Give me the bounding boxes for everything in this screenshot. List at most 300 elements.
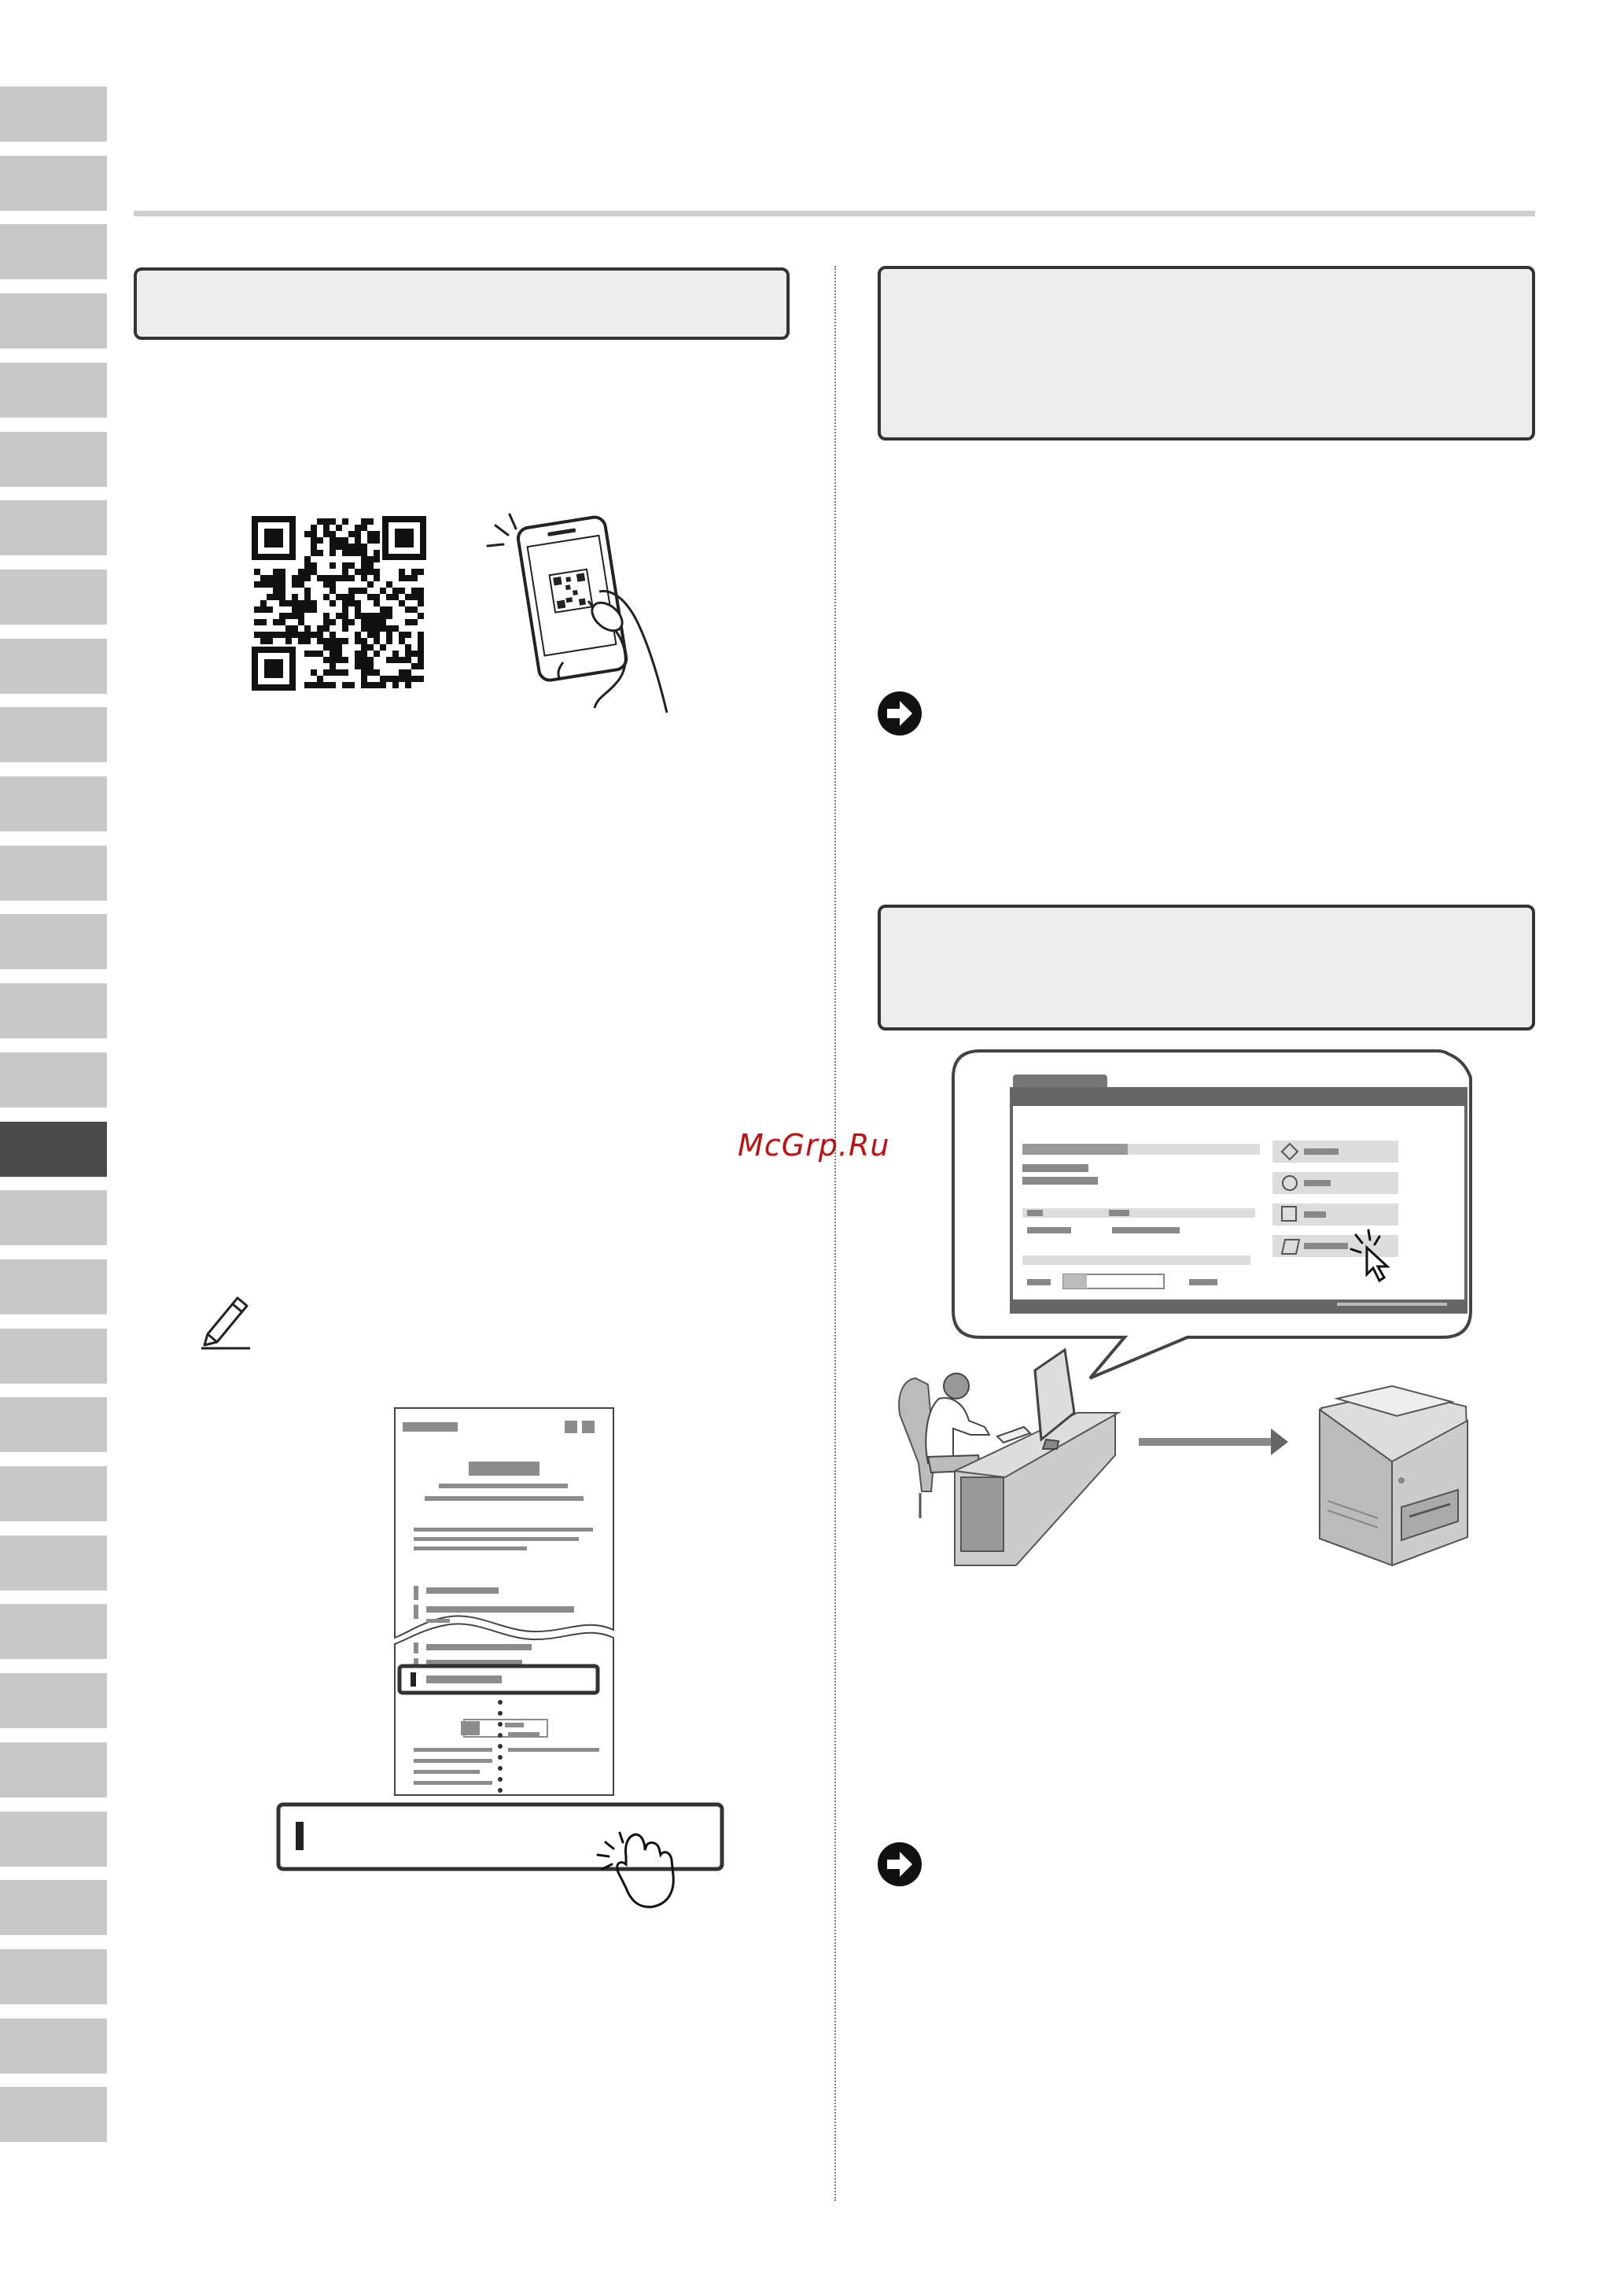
qr-module — [304, 600, 311, 606]
qr-module — [342, 657, 348, 663]
qr-module — [405, 606, 411, 613]
qr-module — [392, 682, 399, 688]
side-tab — [0, 156, 107, 211]
qr-module — [418, 588, 424, 594]
qr-module — [374, 550, 380, 556]
qr-module — [292, 625, 298, 632]
qr-module — [323, 518, 330, 525]
qr-module — [285, 632, 292, 638]
qr-module — [361, 625, 367, 632]
qr-module — [336, 537, 342, 544]
qr-module — [267, 581, 273, 588]
qr-module — [392, 657, 399, 663]
qr-module — [304, 632, 311, 638]
qr-module — [279, 575, 285, 581]
side-tab — [0, 87, 107, 142]
side-tab — [0, 1535, 107, 1591]
arrow-right-circle-icon — [876, 1841, 923, 1888]
qr-module — [323, 581, 330, 588]
qr-module — [330, 651, 336, 657]
qr-module — [348, 562, 355, 569]
side-tab — [0, 2087, 107, 2142]
qr-module — [405, 575, 411, 581]
qr-module — [298, 575, 304, 581]
qr-module — [355, 657, 361, 663]
qr-module — [336, 575, 342, 581]
side-tab — [0, 1052, 107, 1108]
qr-module — [367, 581, 374, 588]
qr-module — [411, 569, 418, 575]
qr-module — [355, 537, 361, 544]
qr-module — [361, 556, 367, 562]
qr-module — [304, 556, 311, 562]
manual-page-illustration — [272, 1405, 728, 1908]
qr-module — [279, 632, 285, 638]
qr-module — [330, 562, 336, 569]
qr-module — [304, 625, 311, 632]
qr-module — [267, 606, 273, 613]
qr-module — [336, 651, 342, 657]
qr-module — [392, 625, 399, 632]
qr-module — [323, 682, 330, 688]
qr-module — [342, 638, 348, 644]
qr-module — [367, 556, 374, 562]
qr-module — [361, 518, 367, 525]
qr-module — [285, 613, 292, 619]
qr-module — [386, 625, 392, 632]
qr-module — [361, 676, 367, 682]
qr-module — [330, 619, 336, 625]
side-tab — [0, 293, 107, 348]
qr-module — [367, 663, 374, 669]
qr-module — [355, 600, 361, 606]
side-tab — [0, 1190, 107, 1245]
qr-module — [254, 569, 260, 575]
qr-module — [317, 518, 323, 525]
qr-module — [336, 638, 342, 644]
qr-module — [355, 531, 361, 537]
qr-module — [367, 669, 374, 676]
qr-module — [418, 663, 424, 669]
qr-module — [311, 550, 317, 556]
qr-module — [323, 613, 330, 619]
qr-module — [298, 581, 304, 588]
qr-module — [418, 651, 424, 657]
qr-module — [361, 663, 367, 669]
qr-module — [361, 644, 367, 651]
qr-module — [279, 600, 285, 606]
qr-module — [361, 657, 367, 663]
qr-module — [386, 594, 392, 600]
qr-module — [254, 619, 260, 625]
qr-module — [405, 594, 411, 600]
qr-module — [405, 682, 411, 688]
qr-module — [411, 575, 418, 581]
qr-module — [418, 632, 424, 638]
qr-module — [317, 682, 323, 688]
qr-module — [292, 600, 298, 606]
qr-module — [367, 518, 374, 525]
qr-module — [260, 619, 267, 625]
qr-module — [336, 657, 342, 663]
qr-module — [304, 606, 311, 613]
qr-module — [292, 606, 298, 613]
qr-module — [330, 669, 336, 676]
qr-module — [380, 619, 386, 625]
qr-module — [273, 619, 279, 625]
qr-module — [418, 657, 424, 663]
qr-module — [330, 632, 336, 638]
qr-module — [399, 638, 405, 644]
qr-module — [411, 619, 418, 625]
qr-module — [361, 619, 367, 625]
qr-module — [374, 625, 380, 632]
qr-module — [411, 588, 418, 594]
qr-module — [342, 600, 348, 606]
qr-module — [355, 651, 361, 657]
qr-module — [330, 575, 336, 581]
qr-module — [311, 562, 317, 569]
qr-module — [342, 619, 348, 625]
qr-module — [311, 537, 317, 544]
side-tab — [0, 363, 107, 418]
qr-module — [304, 588, 311, 594]
qr-module — [260, 575, 267, 581]
qr-module — [304, 682, 311, 688]
qr-module — [367, 613, 374, 619]
side-tab — [0, 1604, 107, 1659]
qr-module — [260, 632, 267, 638]
qr-module — [418, 676, 424, 682]
qr-module — [304, 575, 311, 581]
side-tab — [0, 983, 107, 1038]
qr-module — [273, 594, 279, 600]
qr-module — [361, 575, 367, 581]
header-rule — [134, 211, 1535, 216]
qr-module — [285, 625, 292, 632]
qr-module — [279, 588, 285, 594]
qr-module — [367, 594, 374, 600]
qr-module — [330, 550, 336, 556]
qr-module — [386, 657, 392, 663]
qr-module — [311, 606, 317, 613]
qr-module — [323, 625, 330, 632]
qr-module — [411, 651, 418, 657]
qr-module — [317, 632, 323, 638]
qr-module — [273, 588, 279, 594]
qr-module — [342, 575, 348, 581]
qr-module — [386, 606, 392, 613]
qr-module — [418, 594, 424, 600]
qr-module — [418, 638, 424, 644]
qr-module — [355, 632, 361, 638]
qr-module — [342, 562, 348, 569]
qr-module — [355, 638, 361, 644]
qr-module — [348, 588, 355, 594]
qr-module — [361, 682, 367, 688]
qr-module — [342, 682, 348, 688]
qr-module — [405, 669, 411, 676]
qr-module — [374, 537, 380, 544]
side-tab — [0, 914, 107, 969]
qr-module — [298, 619, 304, 625]
qr-module — [311, 531, 317, 537]
qr-module — [285, 638, 292, 644]
qr-module — [298, 600, 304, 606]
qr-module — [311, 569, 317, 575]
qr-module — [418, 569, 424, 575]
qr-module — [380, 644, 386, 651]
qr-module — [267, 575, 273, 581]
qr-module — [399, 600, 405, 606]
qr-module — [399, 575, 405, 581]
side-tab — [0, 1742, 107, 1797]
right-section-heading-box-1 — [878, 266, 1535, 441]
qr-module — [367, 682, 374, 688]
qr-module — [392, 651, 399, 657]
qr-module — [311, 651, 317, 657]
qr-module — [323, 644, 330, 651]
qr-code-icon — [252, 516, 426, 691]
smartphone-scan-icon — [481, 507, 670, 717]
qr-module — [374, 531, 380, 537]
qr-module — [374, 619, 380, 625]
qr-module — [330, 644, 336, 651]
qr-module — [317, 550, 323, 556]
qr-module — [386, 613, 392, 619]
qr-module — [292, 632, 298, 638]
column-divider — [834, 266, 836, 2201]
qr-module — [386, 632, 392, 638]
qr-module — [254, 606, 260, 613]
qr-module — [311, 632, 317, 638]
qr-module — [386, 676, 392, 682]
qr-module — [279, 594, 285, 600]
qr-module — [260, 638, 267, 644]
qr-module — [367, 537, 374, 544]
qr-module — [355, 569, 361, 575]
qr-module — [374, 613, 380, 619]
qr-module — [292, 581, 298, 588]
qr-module — [348, 575, 355, 581]
qr-module — [411, 663, 418, 669]
qr-module — [399, 632, 405, 638]
watermark: McGrp.Ru — [738, 1128, 890, 1163]
qr-module — [292, 613, 298, 619]
qr-module — [317, 676, 323, 682]
qr-module — [323, 531, 330, 537]
qr-module — [355, 663, 361, 669]
qr-module — [374, 682, 380, 688]
qr-module — [323, 619, 330, 625]
left-section-heading-box — [134, 267, 790, 340]
qr-module — [367, 562, 374, 569]
remote-ui-window-illustration — [897, 1046, 1526, 1581]
qr-module — [392, 594, 399, 600]
qr-module — [330, 581, 336, 588]
qr-module — [361, 669, 367, 676]
qr-module — [336, 594, 342, 600]
qr-module — [311, 682, 317, 688]
qr-module — [361, 562, 367, 569]
qr-module — [311, 669, 317, 676]
qr-module — [304, 594, 311, 600]
qr-module — [348, 594, 355, 600]
qr-module — [355, 606, 361, 613]
qr-module — [367, 625, 374, 632]
qr-module — [336, 613, 342, 619]
qr-module — [399, 676, 405, 682]
qr-module — [411, 676, 418, 682]
qr-module — [348, 600, 355, 606]
qr-module — [411, 606, 418, 613]
qr-module — [260, 600, 267, 606]
qr-module — [273, 632, 279, 638]
qr-module — [348, 550, 355, 556]
qr-module — [342, 606, 348, 613]
qr-module — [405, 619, 411, 625]
pencil-note-icon — [198, 1290, 255, 1350]
qr-module — [355, 525, 361, 531]
qr-module — [348, 531, 355, 537]
qr-module — [285, 600, 292, 606]
qr-module — [336, 669, 342, 676]
qr-module — [273, 581, 279, 588]
side-tab — [0, 1949, 107, 2004]
side-tab — [0, 1466, 107, 1521]
qr-module — [298, 569, 304, 575]
arrow-right-circle-icon — [876, 690, 923, 737]
qr-module — [367, 619, 374, 625]
qr-module — [418, 600, 424, 606]
qr-module — [361, 569, 367, 575]
qr-module — [317, 651, 323, 657]
qr-module — [292, 575, 298, 581]
qr-module — [380, 682, 386, 688]
qr-module — [348, 682, 355, 688]
qr-module — [304, 638, 311, 644]
qr-module — [405, 657, 411, 663]
qr-module — [367, 632, 374, 638]
qr-module — [374, 638, 380, 644]
qr-module — [323, 638, 330, 644]
qr-module — [355, 588, 361, 594]
side-tab — [0, 1880, 107, 1935]
qr-module — [399, 657, 405, 663]
qr-module — [298, 606, 304, 613]
qr-module — [380, 588, 386, 594]
qr-module — [342, 544, 348, 550]
side-tab — [0, 846, 107, 901]
qr-module — [342, 625, 348, 632]
qr-module — [342, 537, 348, 544]
qr-module — [323, 575, 330, 581]
qr-module — [311, 525, 317, 531]
qr-module — [330, 657, 336, 663]
qr-module — [342, 550, 348, 556]
qr-module — [361, 651, 367, 657]
qr-module — [380, 606, 386, 613]
qr-module — [392, 676, 399, 682]
qr-module — [336, 525, 342, 531]
qr-module — [330, 544, 336, 550]
qr-module — [330, 531, 336, 537]
qr-module — [336, 644, 342, 651]
side-tab — [0, 1673, 107, 1728]
qr-module — [361, 638, 367, 644]
qr-module — [348, 544, 355, 550]
qr-module — [411, 594, 418, 600]
side-tab — [0, 432, 107, 487]
side-tab — [0, 570, 107, 625]
qr-module — [380, 613, 386, 619]
side-tab — [0, 224, 107, 279]
side-tab-active — [0, 1122, 107, 1177]
qr-module — [367, 569, 374, 575]
qr-module — [330, 518, 336, 525]
qr-module — [342, 613, 348, 619]
qr-module — [361, 550, 367, 556]
qr-module — [355, 613, 361, 619]
qr-module — [260, 581, 267, 588]
qr-module — [298, 632, 304, 638]
qr-module — [279, 613, 285, 619]
qr-module — [361, 588, 367, 594]
qr-module — [367, 644, 374, 651]
qr-module — [323, 669, 330, 676]
qr-module — [418, 613, 424, 619]
qr-module — [374, 556, 380, 562]
qr-module — [399, 588, 405, 594]
qr-module — [405, 644, 411, 651]
qr-module — [374, 594, 380, 600]
qr-module — [418, 644, 424, 651]
qr-module — [367, 657, 374, 663]
qr-module — [298, 613, 304, 619]
qr-module — [317, 625, 323, 632]
qr-module — [330, 663, 336, 669]
qr-module — [374, 575, 380, 581]
qr-module — [267, 594, 273, 600]
qr-module — [279, 581, 285, 588]
qr-module — [254, 632, 260, 638]
qr-module — [374, 600, 380, 606]
qr-module — [260, 606, 267, 613]
qr-module — [361, 525, 367, 531]
qr-module — [374, 651, 380, 657]
qr-module — [267, 638, 273, 644]
qr-module — [323, 525, 330, 531]
qr-module — [330, 682, 336, 688]
qr-module — [336, 544, 342, 550]
qr-module — [298, 638, 304, 644]
qr-module — [317, 638, 323, 644]
qr-module — [279, 569, 285, 575]
qr-module — [267, 632, 273, 638]
qr-module — [374, 632, 380, 638]
qr-module — [392, 588, 399, 594]
qr-module — [311, 544, 317, 550]
qr-module — [386, 581, 392, 588]
side-tab — [0, 1397, 107, 1452]
qr-module — [304, 569, 311, 575]
qr-module — [317, 575, 323, 581]
qr-module — [374, 669, 380, 676]
qr-module — [361, 613, 367, 619]
qr-module — [367, 531, 374, 537]
qr-module — [292, 594, 298, 600]
side-tab — [0, 1812, 107, 1867]
